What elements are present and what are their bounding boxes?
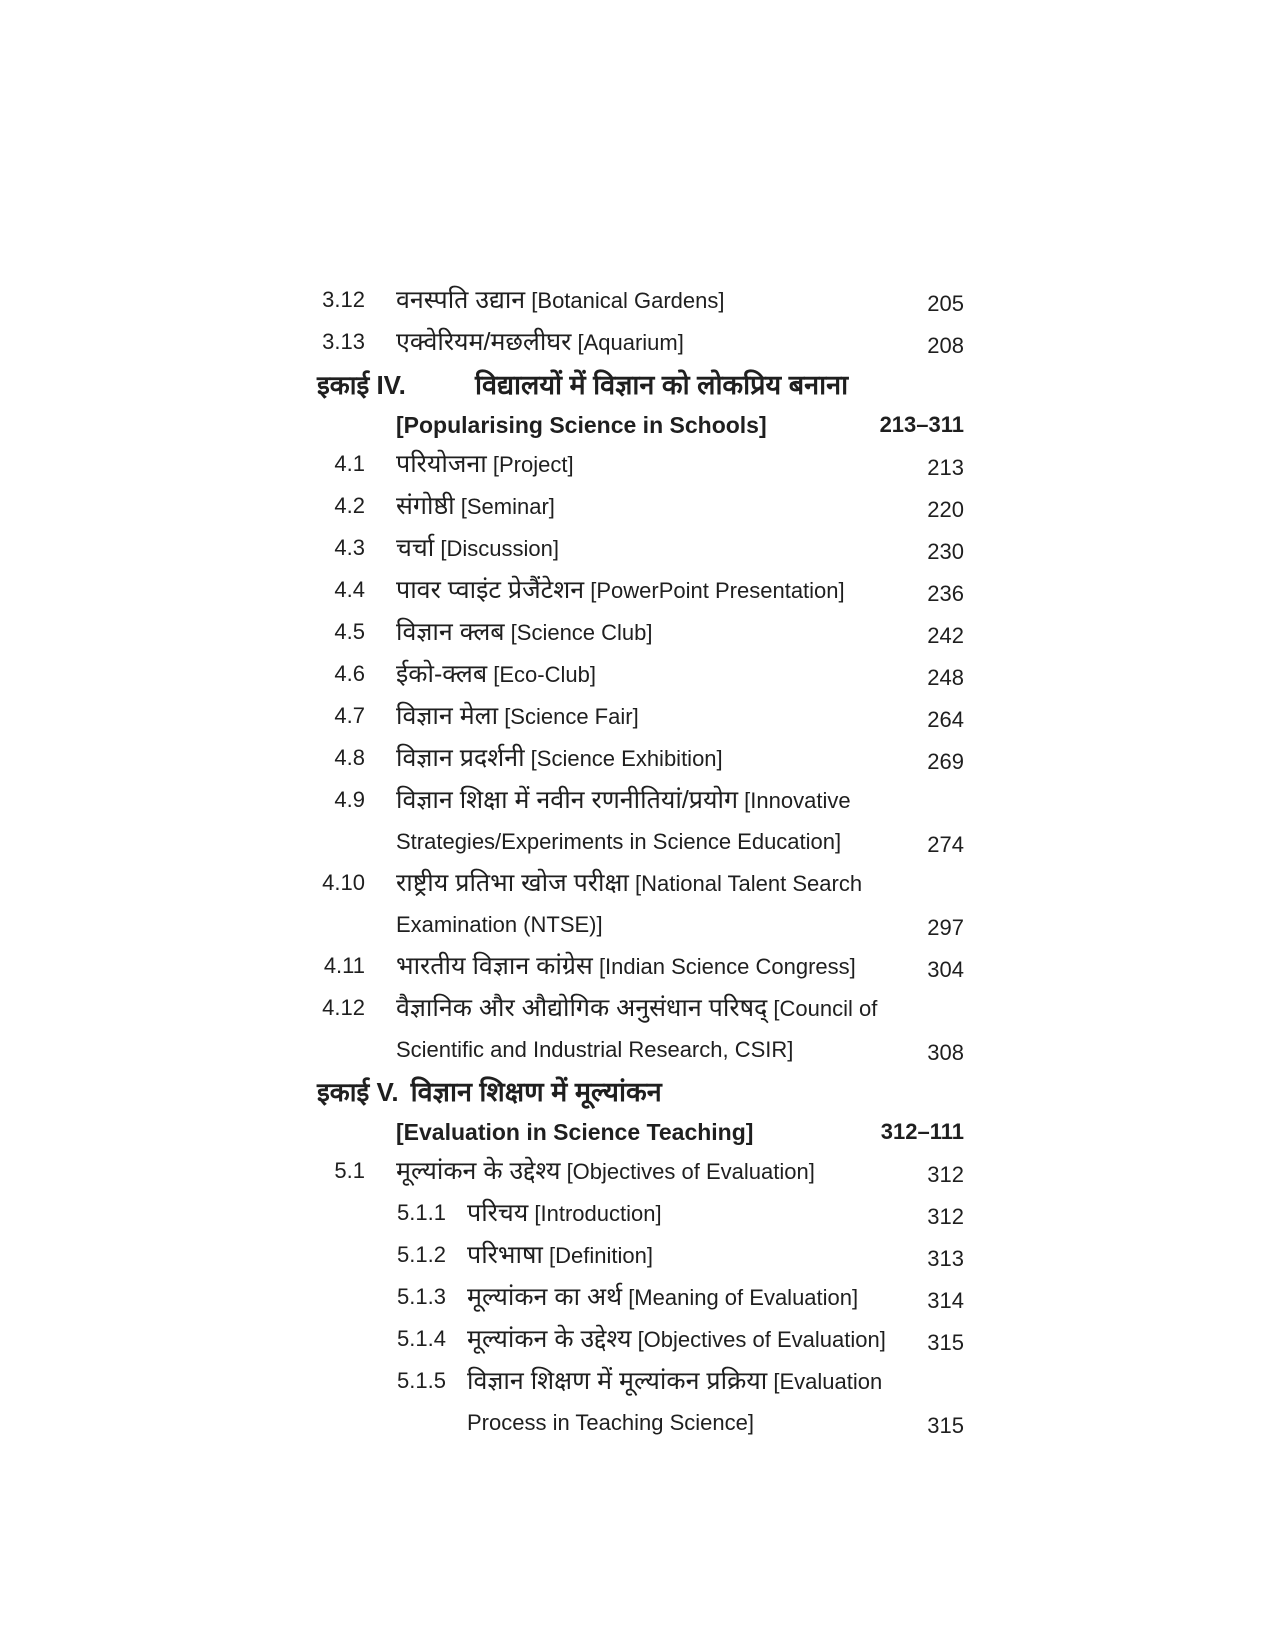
entry-page: 213 (927, 455, 964, 480)
entry-title (396, 1152, 919, 1194)
entry-title-hindi: मूल्यांकन के उद्देश्य (467, 1325, 632, 1353)
entry-title-line (396, 571, 919, 613)
toc-entry (312, 697, 964, 739)
entry-title-line (396, 781, 919, 823)
entry-title-hindi: एक्वेरियम/मछलीघर (396, 328, 572, 356)
toc-entry (312, 529, 964, 571)
entry-number: 5.1.1 (397, 1200, 446, 1225)
entry-title-hindi: ईको-क्लब (396, 660, 488, 688)
entry-title-english: [Aquarium] (571, 330, 684, 355)
entry-title-hindi: परियोजना (396, 450, 487, 478)
toc-entry (312, 1320, 964, 1362)
entry-number: 4.4 (334, 577, 365, 602)
entry-page: 248 (927, 665, 964, 690)
entry-title-english: [Project] (486, 452, 574, 477)
entry-number: 4.5 (334, 619, 365, 644)
unit-title-hindi: विज्ञान शिक्षण में मूल्यांकन (410, 1077, 662, 1107)
entry-title-line-continued (396, 906, 919, 947)
entry-title-line (467, 1194, 919, 1236)
entry-title-line (467, 1362, 919, 1404)
toc-entry (312, 1152, 964, 1194)
entry-title-hindi: चर्चा (396, 534, 435, 562)
entry-title-hindi: विज्ञान प्रदर्शनी (396, 744, 525, 772)
toc-entry (312, 1194, 964, 1236)
entry-title-english: [Objectives of Evaluation] (631, 1327, 886, 1352)
entry-title-hindi: विज्ञान क्लब (396, 618, 505, 646)
entry-title-hindi: परिभाषा (467, 1241, 543, 1269)
entry-title-hindi: राष्ट्रीय प्रतिभा खोज परीक्षा (396, 869, 629, 897)
entry-title-english: [Introduction] (528, 1201, 662, 1226)
entry-page: 314 (927, 1288, 964, 1313)
entry-number: 5.1.3 (397, 1284, 446, 1309)
entry-title (467, 1278, 919, 1320)
entry-title-line-continued (396, 823, 919, 864)
entry-page: 274 (927, 832, 964, 857)
entry-page: 220 (927, 497, 964, 522)
toc-entry (312, 989, 964, 1072)
unit-subtitle-english: [Evaluation in Science Teaching] (396, 1119, 754, 1145)
entry-title-line (467, 1278, 919, 1320)
entry-title-line (396, 323, 919, 365)
entry-title-english: [Meaning of Evaluation] (622, 1285, 859, 1310)
entry-number: 4.3 (334, 535, 365, 560)
entry-title-english-continued: Examination (NTSE)] (396, 912, 603, 937)
entry-title (396, 655, 919, 697)
entry-title-english: [Science Club] (504, 620, 653, 645)
toc-entry (312, 571, 964, 613)
entry-title (467, 1362, 919, 1445)
entry-page: 308 (927, 1040, 964, 1065)
entry-title-english-continued: Strategies/Experiments in Science Education] (396, 829, 842, 854)
entry-title (396, 571, 919, 613)
unit-subtitle-row (312, 1112, 964, 1152)
entry-title-line (396, 529, 919, 571)
entry-page: 315 (927, 1330, 964, 1355)
entry-page: 313 (927, 1246, 964, 1271)
entry-title (467, 1320, 919, 1362)
entry-page: 312 (927, 1204, 964, 1229)
entry-number: 4.1 (334, 451, 365, 476)
toc-entry (312, 281, 964, 323)
entry-page: 205 (927, 291, 964, 316)
entry-title-line (396, 739, 919, 781)
entry-number: 5.1 (334, 1158, 365, 1183)
entry-title-hindi: वनस्पति उद्यान (396, 286, 526, 314)
entry-number: 5.1.5 (397, 1368, 446, 1393)
entry-title-english: [Objectives of Evaluation] (560, 1159, 815, 1184)
toc-entry (312, 947, 964, 989)
entry-title-line (396, 947, 919, 989)
entry-title-hindi: भारतीय विज्ञान कांग्रेस (396, 952, 593, 980)
entry-page: 230 (927, 539, 964, 564)
entry-number: 4.8 (334, 745, 365, 770)
entry-title (396, 739, 919, 781)
unit-heading-row (312, 1072, 964, 1112)
toc-entry (312, 864, 964, 947)
entry-title-hindi: मूल्यांकन के उद्देश्य (396, 1157, 561, 1185)
entry-title-line (396, 281, 919, 323)
entry-title-line (396, 864, 919, 906)
entry-number: 5.1.2 (397, 1242, 446, 1267)
entry-title-english: [Botanical Gardens] (525, 288, 725, 313)
entry-title-line-continued (396, 1031, 919, 1072)
entry-title-hindi: विज्ञान मेला (396, 702, 499, 730)
entry-title-hindi: वैज्ञानिक और औद्योगिक अनुसंधान परिषद् (396, 994, 768, 1022)
entry-title-english: [Definition] (542, 1243, 653, 1268)
entry-title-hindi: मूल्यांकन का अर्थ (467, 1283, 623, 1311)
entry-title-hindi: संगोष्ठी (396, 492, 455, 520)
entry-title (396, 323, 919, 365)
entry-title (467, 1236, 919, 1278)
entry-title-english: [Science Exhibition] (524, 746, 723, 771)
entry-title-line (396, 697, 919, 739)
entry-title (396, 947, 919, 989)
entry-number: 4.2 (334, 493, 365, 518)
toc-entry (312, 1362, 964, 1445)
entry-page: 297 (927, 915, 964, 940)
entry-title-line (467, 1320, 919, 1362)
unit-subtitle-row (312, 405, 964, 445)
entry-title (396, 529, 919, 571)
unit-page-range: 312–111 (880, 1119, 964, 1144)
unit-page-range: 213–311 (879, 412, 964, 437)
unit-label: इकाई IV. (317, 370, 406, 400)
entry-title-english: [Evaluation (767, 1369, 883, 1394)
toc-entry (312, 1278, 964, 1320)
unit-title-hindi: विद्यालयों में विज्ञान को लोकप्रिय बनाना (475, 370, 849, 400)
entry-title-line-continued (467, 1404, 919, 1445)
entry-title-english: [PowerPoint Presentation] (584, 578, 845, 603)
entry-number: 4.12 (322, 995, 365, 1020)
entry-title (396, 781, 919, 864)
entry-title-line (467, 1236, 919, 1278)
entry-title-line (396, 989, 919, 1031)
entry-number: 4.6 (334, 661, 365, 686)
entry-number: 5.1.4 (397, 1326, 446, 1351)
entry-title-hindi: पावर प्वाइंट प्रेजैंटेशन (396, 576, 585, 604)
toc-entry (312, 655, 964, 697)
entry-title-line (396, 445, 919, 487)
entry-number: 3.12 (322, 287, 365, 312)
entry-title-english: [Discussion] (434, 536, 559, 561)
entry-title-english: [Science Fair] (498, 704, 639, 729)
entry-title-hindi: विज्ञान शिक्षण में मूल्यांकन प्रक्रिया (467, 1367, 768, 1395)
toc-entry (312, 323, 964, 365)
entry-title-english-continued: Scientific and Industrial Research, CSIR] (396, 1037, 794, 1062)
entry-title-english: [Innovative (738, 788, 851, 813)
toc-entry (312, 739, 964, 781)
entry-title-english: [Council of (767, 996, 878, 1021)
entry-title-hindi: विज्ञान शिक्षा में नवीन रणनीतियां/प्रयोग (396, 786, 739, 814)
entry-number: 4.10 (322, 870, 365, 895)
entry-title (396, 989, 919, 1072)
toc-entry (312, 487, 964, 529)
unit-heading-row (312, 365, 964, 405)
entry-title (396, 445, 919, 487)
toc-entry (312, 781, 964, 864)
entry-title (396, 697, 919, 739)
entry-page: 269 (927, 749, 964, 774)
entry-number: 4.9 (334, 787, 365, 812)
entry-title-line (396, 487, 919, 529)
entry-title (467, 1194, 919, 1236)
entry-title (396, 864, 919, 947)
toc-entry (312, 1236, 964, 1278)
entry-title-hindi: परिचय (467, 1199, 529, 1227)
entry-number: 3.13 (322, 329, 365, 354)
table-of-contents (312, 281, 964, 1445)
entry-title (396, 487, 919, 529)
unit-subtitle (396, 405, 872, 445)
entry-title-english: [National Talent Search (628, 871, 863, 896)
entry-number: 4.7 (334, 703, 365, 728)
entry-page: 236 (927, 581, 964, 606)
entry-title-english: [Eco-Club] (487, 662, 596, 687)
entry-title-line (396, 655, 919, 697)
unit-subtitle (396, 1112, 873, 1152)
entry-page: 315 (927, 1413, 964, 1438)
entry-page: 208 (927, 333, 964, 358)
unit-label: इकाई V. (317, 1077, 399, 1107)
entry-page: 312 (927, 1162, 964, 1187)
entry-number: 4.11 (323, 953, 365, 978)
entry-page: 304 (927, 957, 964, 982)
entry-title-line (396, 1152, 919, 1194)
entry-page: 242 (927, 623, 964, 648)
entry-page: 264 (927, 707, 964, 732)
entry-title (396, 613, 919, 655)
toc-entry (312, 445, 964, 487)
unit-subtitle-english: [Popularising Science in Schools] (396, 412, 767, 438)
entry-title-english: [Indian Science Congress] (592, 954, 856, 979)
entry-title (396, 281, 919, 323)
entry-title-english: [Seminar] (454, 494, 555, 519)
toc-entry (312, 613, 964, 655)
entry-title-line (396, 613, 919, 655)
entry-title-english-continued: Process in Teaching Science] (467, 1410, 754, 1435)
